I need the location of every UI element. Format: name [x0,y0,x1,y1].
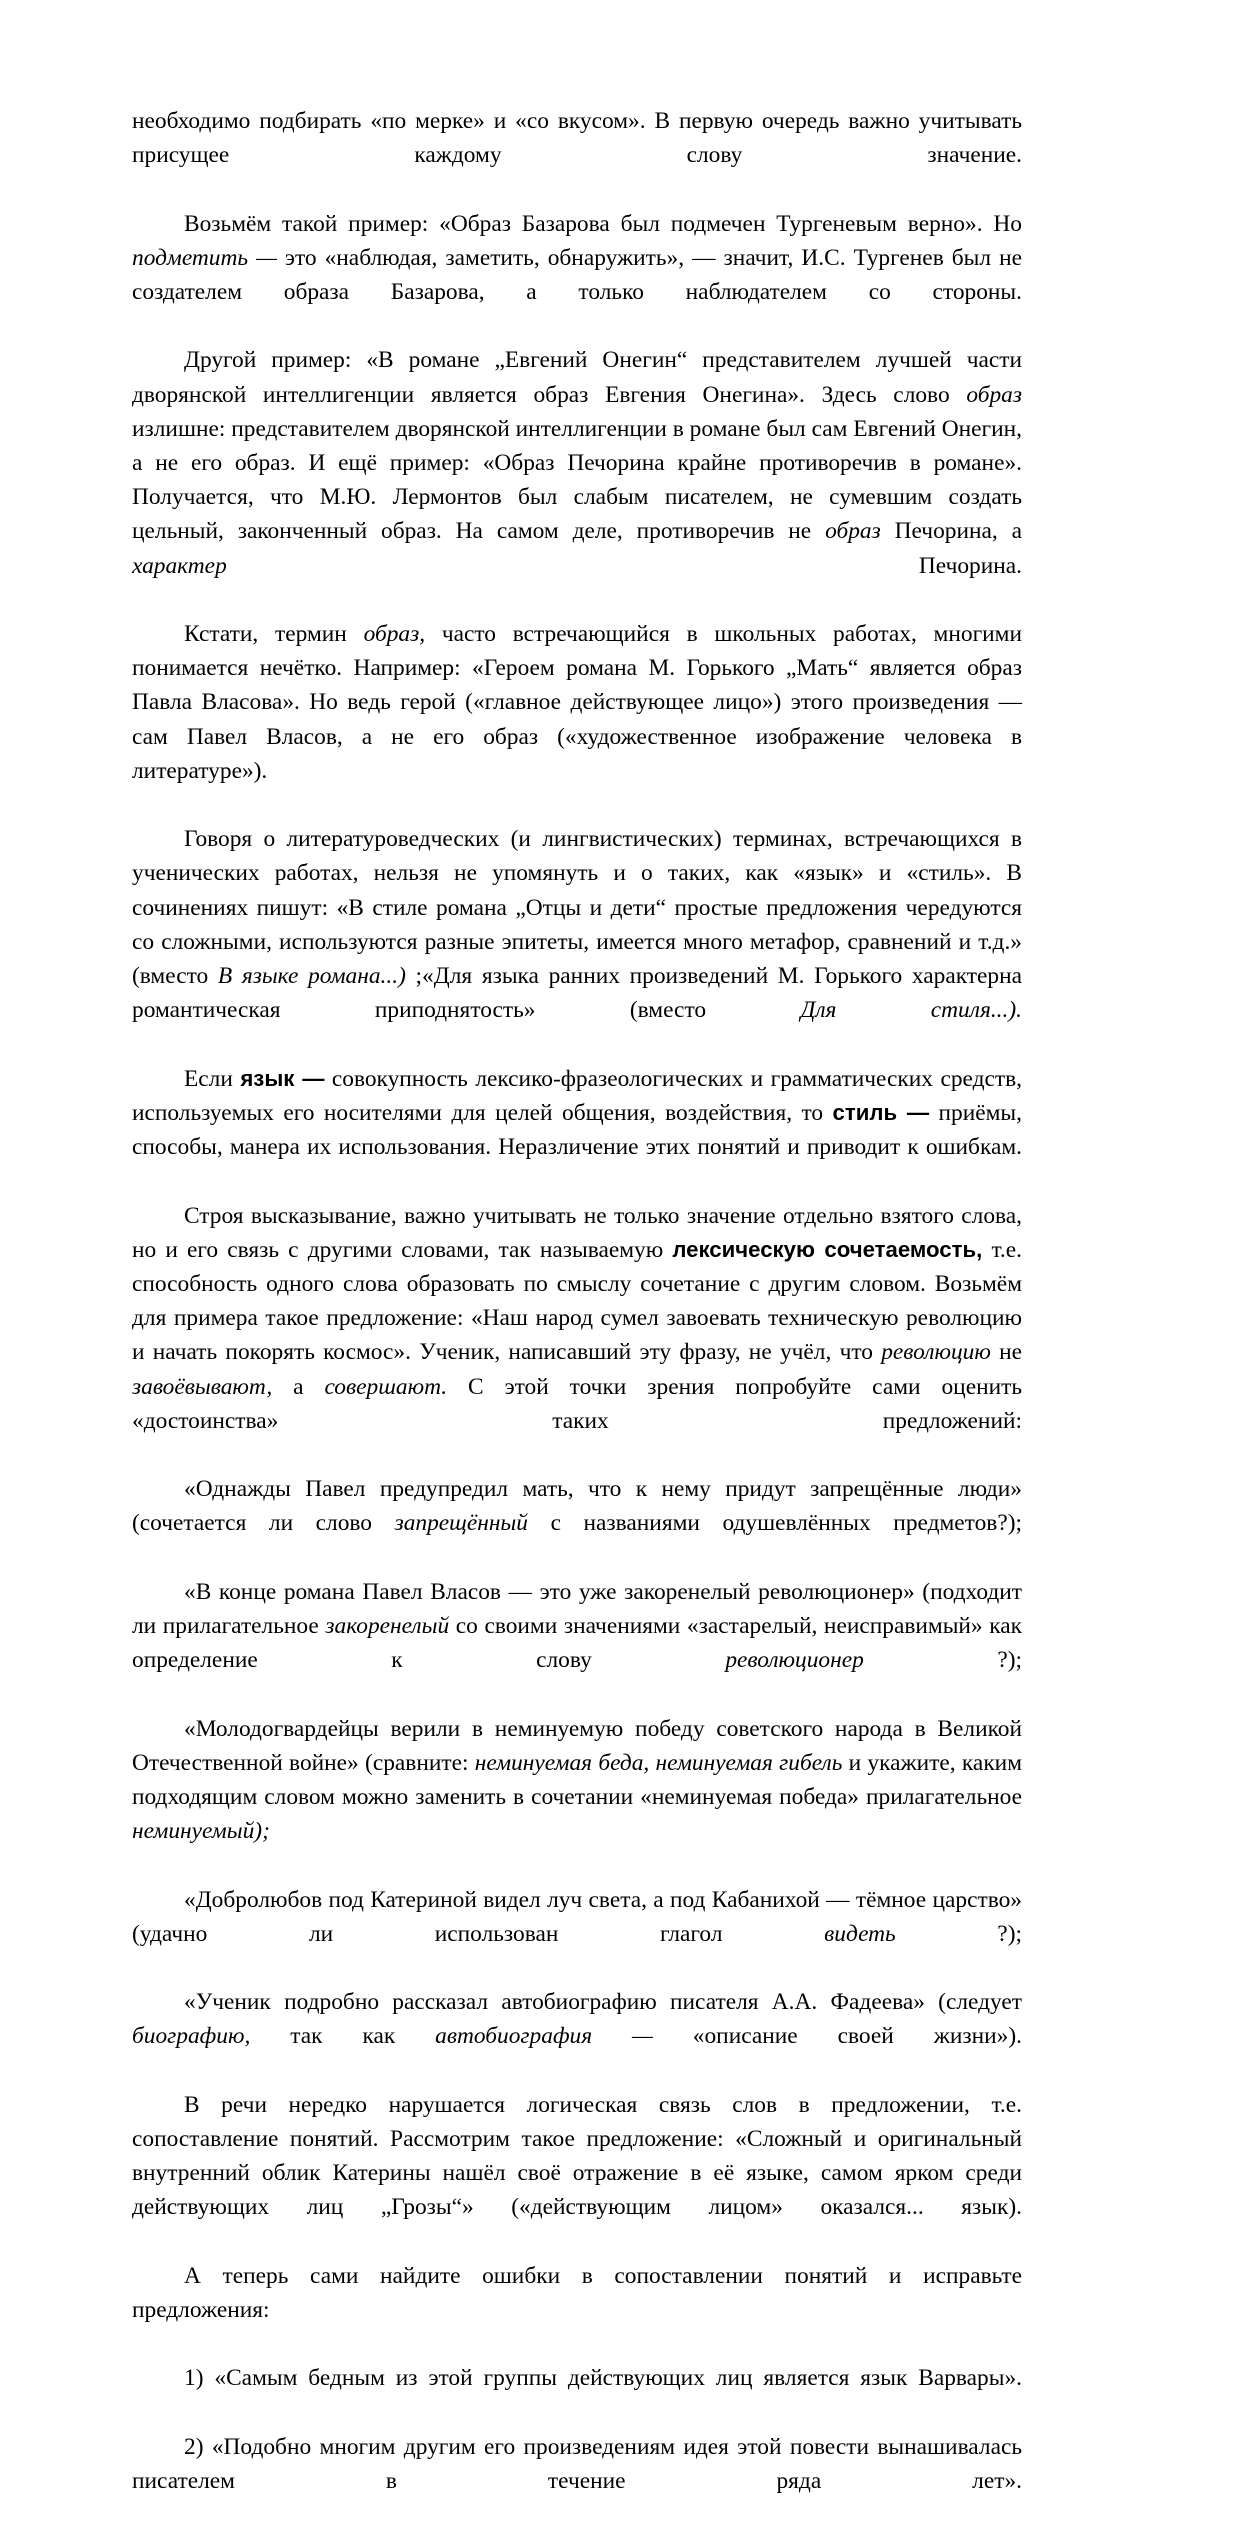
text-run: «Молодогвардейцы верили в неминуемую победу советского народа в Великой Отечественной войне» (сравните: [132,1715,1022,1776]
text-run: Печорина, а [880,518,1022,545]
emphasis-italic: закоренелый [325,1612,450,1639]
text-run: ?); [863,1647,1022,1674]
text-run: так как [250,2023,436,2050]
text-run: «описание своей жизни»). [652,2023,1022,2050]
emphasis-italic: образ, [363,621,426,648]
emphasis-italic: видеть [824,1920,896,1947]
emphasis-italic: подметить — [132,244,277,271]
text-run: необходимо подбирать «по мерке» и «со вкусом». В первую очередь важно учитывать присущее каждому слову значение. [132,108,1022,169]
term-bold: язык — [240,1065,325,1091]
emphasis-italic: образ [966,381,1022,408]
emphasis-italic: революцию [881,1339,991,1366]
text-run: часто встречающийся в школьных работах, многими понимается нечётко. Например: «Героем романа М. Горького „Мать“ является образ Павла Власова». Но ведь герой («главное действующее лицо») этого произведения — сам Павел Власов, а не его образ («художественное изображение человека в литературе»). [132,621,1023,784]
text-run: а [272,1373,325,1400]
emphasis-italic: неминуемая беда, неминуемая гибель [474,1749,843,1776]
paragraph [132,104,1022,207]
document-body [132,104,1022,2532]
emphasis-italic: автобиография — [435,2023,653,2050]
text-run: Другой пример: «В романе „Евгений Онегин“ представителем лучшей части дворянской интеллигенции является образ Евгения Онегина». Здесь слово [132,347,1022,408]
text-run: приёмы, способы, манера их использования. Неразличение этих понятий и приводит к ошибкам. [132,1099,1022,1161]
text-run: «В конце романа Павел Власов — это уже закоренелый революционер» (подходит ли прилагательное [132,1578,1022,1639]
text-run: ?); [895,1920,1022,1947]
text-run: Строя высказывание, важно учитывать не только значение отдельно взятого слова, но и его связь с другими словами, так называемую [132,1202,1022,1263]
emphasis-italic: завоёвывают, [132,1373,273,1400]
text-run: С этой точки зрения попробуйте сами оценить «достоинства» таких предложений: [132,1373,1023,1434]
text-run: 1) «Самым бедным из этой группы действующих лиц является язык Варвары». [184,2365,1022,2392]
paragraph [132,1472,1022,1575]
text-run: В речи нередко нарушается логическая связь слов в предложении, т.е. сопоставление понятий. Рассмотрим такое предложение: «Сложный и оригинальный внутренний облик Катерины нашёл своё отражение в её языке, самом ярком среди действующих лиц „Грозы“» («действующим лицом» оказался... язык). [132,2091,1022,2221]
text-run: «Однажды Павел предупредил мать, что к нему придут запрещённые люди» (сочетается ли слово [132,1476,1022,1537]
paragraph [132,617,1022,822]
text-run: «Добролюбов под Катериной видел луч света, а под Кабанихой — тёмное царство» (удачно ли использован глагол [132,1886,1022,1947]
text-run: ;«Для языка ранних произведений М. Горького характерна романтическая приподнятость» (вместо [132,963,1022,1024]
text-run: со своими значениями «застарелый, неисправимый» как определение к слову [132,1612,1022,1674]
paragraph [132,1062,1022,1199]
paragraph [132,1985,1022,2088]
text-run: Если [184,1065,241,1092]
paragraph [132,1575,1022,1712]
text-run: и укажите, каким подходящим словом можно заменить в сочетании «неминуемая победа» прилагательное [132,1749,1022,1810]
paragraph [132,2361,1022,2429]
paragraph [132,2259,1022,2362]
emphasis-italic: Для стиля...). [800,997,1022,1024]
paragraph [132,207,1022,344]
paragraph [132,1199,1022,1473]
text-run: излишне: представителем дворянской интеллигенции в романе был сам Евгений Онегин, а не его образ. И ещё пример: «Образ Печорина крайне противоречив в романе». Получается, что М.Ю. Лермонтов был слабым писателем, не сумевшим создать цельный, законченный образ. На самом деле, противоречив не [132,415,1022,545]
emphasis-italic: неминуемый); [132,1818,270,1845]
text-run: Печорина. [226,552,1022,579]
term-bold: стиль — [832,1099,930,1125]
text-run: это «наблюдая, заметить, обнаружить», — значит, И.С. Тургенев был не создателем образа Базарова, а только наблюдателем со стороны. [132,244,1022,306]
emphasis-italic: революционер [725,1647,864,1674]
paragraph [132,1883,1022,1986]
emphasis-italic: совершают. [324,1373,448,1400]
paragraph [132,343,1022,617]
paragraph [132,2088,1022,2259]
text-run: совокупность лексико-фразеологических и грамматических средств, используемых его носителями для целей общения, воздействия, то [132,1065,1022,1126]
text-run: не [990,1339,1023,1366]
text-run: с названиями одушевлённых предметов?); [527,1510,1022,1537]
text-run: 2) «Подобно многим другим его произведениям идея этой повести вынашивалась писателем в течение ряда лет». [132,2433,1022,2495]
paragraph [132,1712,1022,1883]
text-run: Кстати, термин [184,621,364,648]
term-bold: лексическую сочетаемость, [672,1236,983,1262]
text-run: Возьмём такой пример: «Образ Базарова был подмечен Тургеневым верно». Но [184,210,1022,237]
emphasis-italic: запрещённый [394,1510,528,1537]
text-run: А теперь сами найдите ошибки в сопоставлении понятий и исправьте предложения: [132,2262,1022,2323]
text-run: т.е. способность одного слова образовать по смыслу сочетание с другим словом. Возьмём для примера такое предложение: «Наш народ сумел завоевать техническую революцию и начать покорять космос». Ученик, написавший эту фразу, не учёл, что [132,1236,1022,1366]
emphasis-italic: биографию, [132,2023,251,2050]
text-run: Говоря о литературоведческих (и лингвистических) терминах, встречающихся в ученических работах, нельзя не упомянуть и о таких, как «язык» и «стиль». В сочинениях пишут: «В стиле романа „Отцы и дети“ простые предложения чередуются со сложными, используются разные эпитеты, имеется много метафор, сравнений и т.д.» (вместо [132,826,1022,990]
paragraph [132,822,1022,1061]
emphasis-italic: В языке романа...) [217,963,406,990]
text-run: «Ученик подробно рассказал автобиографию писателя А.А. Фадеева» (следует [184,1989,1022,2016]
emphasis-italic: образ [825,518,881,545]
paragraph [132,2430,1022,2532]
emphasis-italic: характер [132,552,227,579]
